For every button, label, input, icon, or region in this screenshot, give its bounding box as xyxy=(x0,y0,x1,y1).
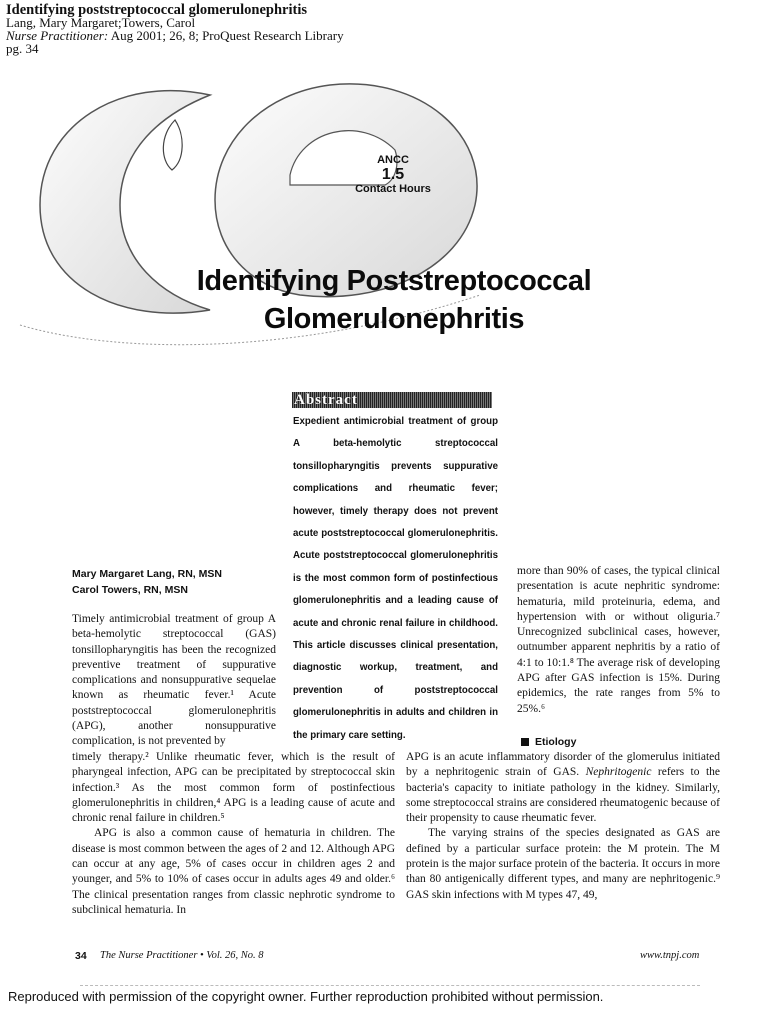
body-column-right xyxy=(517,564,720,717)
citation-authors: Lang, Mary Margaret;Towers, Carol xyxy=(6,15,196,30)
abstract-label: Abstract xyxy=(294,392,358,408)
citation-page: pg. 34 xyxy=(6,41,39,56)
article-title-line2: Glomerulonephritis xyxy=(263,303,525,335)
citation-journal-details: Aug 2001; 26, 8; ProQuest Research Library xyxy=(108,28,344,43)
footer-page-number: 34 xyxy=(75,950,87,962)
article-title-line1: Identifying Poststreptococcal xyxy=(196,265,592,297)
ancc-hours-label: Contact Hours xyxy=(355,183,431,195)
etiology-term: Nephritogenic xyxy=(585,766,652,779)
citation-title: Identifying poststreptococcal glomerulonephritis xyxy=(6,2,307,18)
author-lang: Mary Margaret Lang, RN, MSN xyxy=(72,568,222,580)
square-bullet-icon xyxy=(521,738,529,746)
citation-journal-name: Nurse Practitioner: xyxy=(6,28,109,43)
body-column-lower-left xyxy=(72,750,395,918)
body-paragraph: more than 90% of cases, the typical clinical presentation is acute nephritic syndrome: hematuria, mild proteinuria, edema, and hypertension with or without oliguria.⁷ Unrecognized subclinical cases, however, outnumber apparent nephritis by a ratio of 4:1 to 10:1.⁸ The average risk of developing APG after GAS infection is 15%. During epidemics, the rate ranges from 5% to 25%.⁶ xyxy=(517,565,720,715)
etiology-heading xyxy=(521,736,576,748)
ancc-label: ANCC xyxy=(377,154,409,166)
ancc-hours-value: 1.5 xyxy=(381,166,405,183)
etiology-text: APG is an acute inflammatory disorder of the glomerulus initiated by a nephritogenic strain of GAS. xyxy=(406,751,720,779)
body-column-lower-right xyxy=(406,750,720,903)
body-paragraph: Timely antimicrobial treatment of group A beta-hemolytic streptococcal (GAS) tonsillopharyngitis has been the recognized preventive treatment of suppurative complications and nonsuppurative sequelae known as rheumatic fever.¹ Acute poststreptococcal glomerulonephritis (APG), another nonsuppurative complication, is not prevented by xyxy=(72,613,276,748)
ancc-contact-hours xyxy=(340,154,446,195)
footer-journal: The Nurse Practitioner • Vol. 26, No. 8 xyxy=(100,950,264,961)
abstract-text: Expedient antimicrobial treatment of group A beta-hemolytic streptococcal tonsillopharyngitis prevents suppurative complications and rheumatic fever; however, timely therapy does not prevent acute poststreptococcal glomerulonephritis. Acute poststreptococcal glomerulonephritis is the most common form of postinfectious glomerulonephritis and a leading cause of acute and chronic renal failure in childhood. This article discusses clinical presentation, diagnostic workup, treatment, and prevention of poststreptococcal glomerulonephritis in adults and children in the primary care setting. xyxy=(293,416,498,741)
citation-source xyxy=(6,29,344,42)
footer-divider xyxy=(80,985,700,987)
footer-url: www.tnpj.com xyxy=(640,950,700,961)
body-paragraph: APG is also a common cause of hematuria in children. The disease is most common between the ages of 2 and 12. Although APG can occur at any age, 5% of cases occur in children ages 2 and younger, and 5% to 10% of cases occur in adults ages 49 and older.⁶ The clinical presentation ranges from classic nephrotic syndrome to subclinical hematuria. In xyxy=(72,827,395,916)
author-towers: Carol Towers, RN, MSN xyxy=(72,583,188,596)
etiology-text: refers to the bacteria's capacity to initiate pathology in the kidney. Similarly, some streptococcal strains are considered rheumatogenic because of their propensity to cause rheumatic fever. xyxy=(406,766,721,825)
author-block xyxy=(72,567,292,598)
body-column-left xyxy=(72,612,276,750)
etiology-heading-text: Etiology xyxy=(535,736,577,748)
copyright-notice: Reproduced with permission of the copyright owner. Further reproduction prohibited without permission. xyxy=(8,989,604,1004)
body-paragraph: timely therapy.² Unlike rheumatic fever, which is the result of pharyngeal infection, APG can be precipitated by streptococcal skin infection.³ As the most common form of postinfectious glomerulonephritis in children,⁴ APG is a leading cause of acute and chronic renal failure in children.⁵ xyxy=(72,751,395,825)
body-paragraph xyxy=(406,750,720,826)
body-paragraph: The varying strains of the species designated as GAS are defined by a particular surface protein: the M protein. The M protein is the major surface protein of the bacteria. It occurs in more than 80 antigenically different types, and many are nephritogenic.⁹ GAS skin infections with M types 47, 49, xyxy=(406,827,720,901)
